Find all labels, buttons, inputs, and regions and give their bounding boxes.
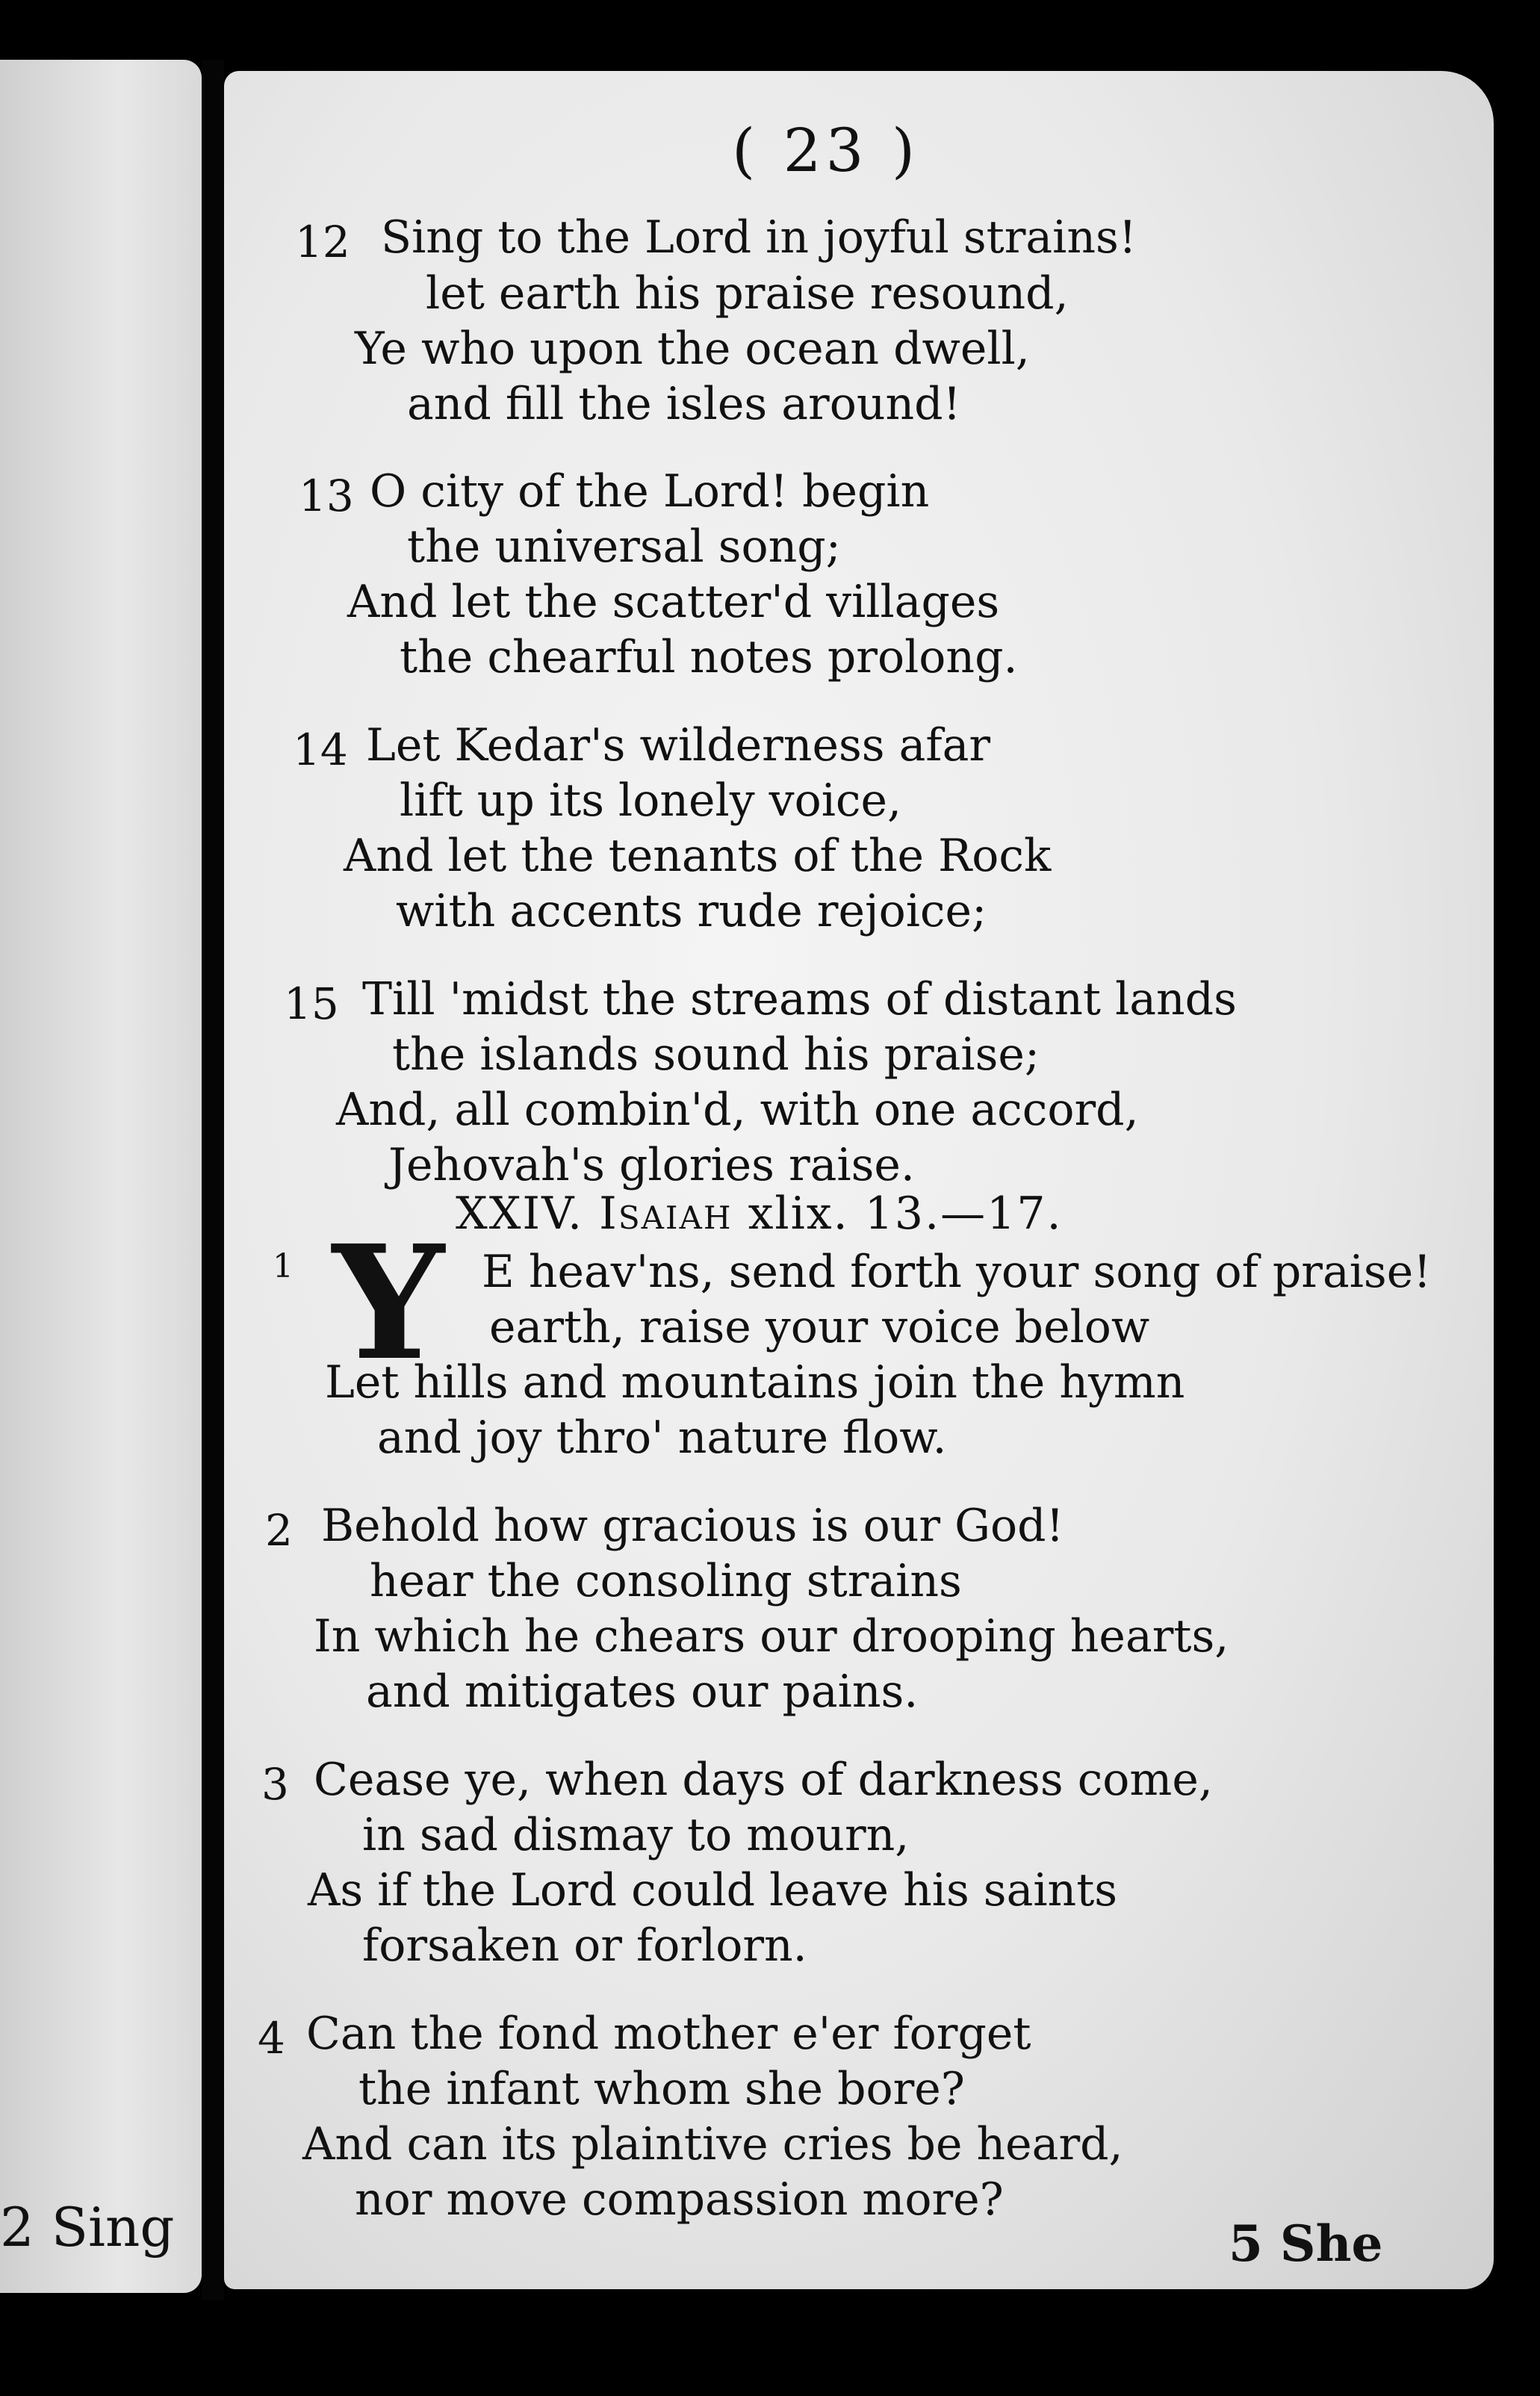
verse-line: Ye who upon the ocean dwell, <box>355 323 1030 375</box>
verse-number: 3 <box>261 1759 289 1810</box>
drop-cap: Y <box>332 1211 444 1395</box>
verse-line: Sing to the Lord in joyful strains! <box>381 211 1137 264</box>
verse-line: O city of the Lord! begin <box>370 465 930 518</box>
verse-line: with accents rude rejoice; <box>396 885 987 937</box>
verse-line: nor move compassion more? <box>355 2173 1004 2226</box>
verse-line: Jehovah's glories raise. <box>388 1139 915 1191</box>
verse-line: Cease ye, when days of darkness come, <box>314 1754 1213 1806</box>
verse-line: And let the tenants of the Rock <box>344 830 1052 882</box>
verse-line: in sad dismay to mourn, <box>362 1809 910 1861</box>
page <box>224 71 1494 2289</box>
verse-number: 13 <box>299 471 354 521</box>
verse-line: the universal song; <box>407 521 841 573</box>
verse-line: the infant whom she bore? <box>358 2063 965 2115</box>
verse-number: 12 <box>295 217 350 267</box>
verse-line: Let Kedar's wilderness afar <box>366 719 991 772</box>
verse-line: lift up its lonely voice, <box>400 775 902 827</box>
scripture-book: Isaiah <box>599 1188 733 1240</box>
verse-line: forsaken or forlorn. <box>362 1919 807 1972</box>
verse-line: In which he chears our drooping hearts, <box>314 1610 1229 1663</box>
left-page-catchword: 2 Sing <box>0 2196 175 2259</box>
verse-line: And can its plaintive cries be heard, <box>302 2118 1123 2170</box>
scripture-reference: xlix. 13.—17. <box>748 1188 1063 1240</box>
verse-number: 14 <box>293 724 348 775</box>
verse-line: Let hills and mountains join the hymn <box>325 1356 1185 1409</box>
page-number: ( 23 ) <box>732 116 920 185</box>
catchword: 5 She <box>1229 2215 1383 2273</box>
verse-number: 4 <box>258 2013 285 2064</box>
verse-line: and fill the isles around! <box>407 378 961 430</box>
left-page-edge <box>0 60 202 2293</box>
verse-line: Can the fond mother e'er forget <box>306 2008 1031 2060</box>
verse-line: As if the Lord could leave his saints <box>308 1864 1118 1917</box>
verse-line: the chearful notes prolong. <box>400 631 1018 683</box>
verse-line: and mitigates our pains. <box>366 1666 919 1718</box>
verse-line: hear the consoling strains <box>370 1555 962 1607</box>
verse-line: let earth his praise resound, <box>426 267 1069 320</box>
hymn-text <box>224 71 1494 2289</box>
verse-number: 15 <box>284 978 339 1029</box>
verse-line: and joy thro' nature flow. <box>377 1412 947 1464</box>
verse-line: Behold how gracious is our God! <box>321 1500 1064 1552</box>
verse-number: 1 <box>273 1247 294 1285</box>
verse-line: And let the scatter'd villages <box>347 576 1000 628</box>
verse-line: And, all combin'd, with one accord, <box>336 1084 1139 1136</box>
hymn-heading <box>456 1188 1063 1240</box>
verse-line: earth, raise your voice below <box>489 1301 1150 1353</box>
hymn-numeral: XXIV. <box>456 1188 584 1240</box>
verse-number: 2 <box>265 1505 293 1556</box>
verse-line: E heav'ns, send forth your song of praise! <box>482 1246 1432 1298</box>
book-gutter <box>202 60 224 2300</box>
verse-line: the islands sound his praise; <box>392 1028 1040 1081</box>
verse-line: Till 'midst the streams of distant lands <box>362 973 1237 1025</box>
